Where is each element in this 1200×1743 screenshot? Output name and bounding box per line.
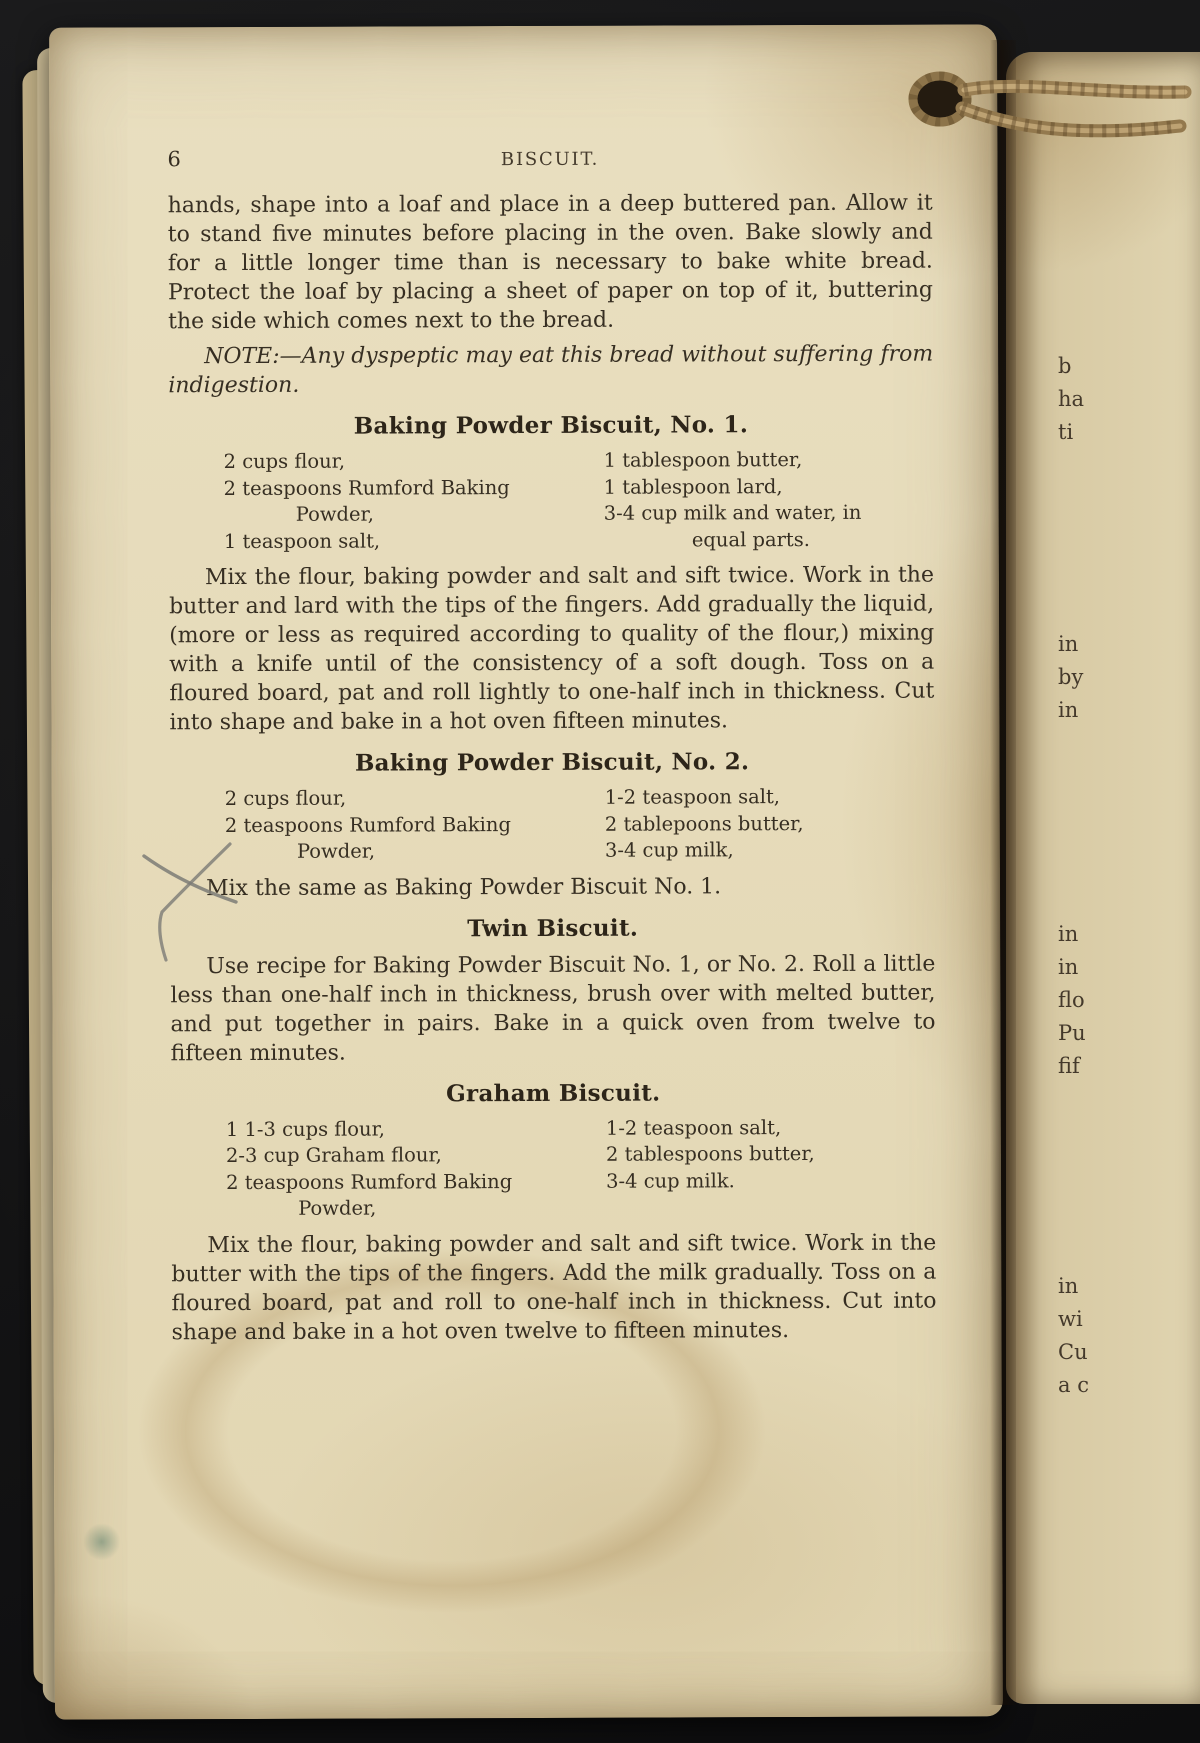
ingredient-column-left [169,448,604,556]
recipe-title: Baking Powder Biscuit, No. 2. [354,748,750,777]
page-content [167,143,936,1353]
next-page-text-fragment [1058,1270,1089,1402]
fragment-line: in [1058,955,1079,979]
recipe-instructions: Mix the flour, baking powder and salt and sift twice. Work in the butter and lard with the tips of the fingers. Add gradually the liquid, (more or less as required according to quality of the flour,) mixing with a knife until of the consistency of a soft dough. Toss on a floured board, pat and roll lightly to one-half inch in thickness. Cut into shape and bake in a hot oven fifteen minutes. [169,562,935,736]
next-page-text-fragment [1058,918,1086,1083]
ingredient-line: 3-4 cup milk, [604,838,734,862]
fragment-line: in [1058,698,1079,722]
ingredient-line: 1 teaspoon salt, [223,529,381,553]
book-page [49,24,1003,1719]
fragment-line: Cu [1058,1340,1088,1364]
fragment-line: in [1058,1274,1079,1298]
recipe-instructions: Mix the flour, baking powder and salt and sift twice. Work in the butter with the tips of the fingers. Add the milk gradually. Toss on a floured board, pat and roll to one-half inch in thickness. Cut into shape and bake in a hot oven twelve to fifteen minutes. [171,1230,937,1345]
running-head: BISCUIT. [500,148,600,171]
fragment-line: a c [1058,1373,1089,1397]
page-number: 6 [167,147,181,172]
fragment-line: flo [1058,988,1085,1012]
recipe-graham-biscuit [171,1078,937,1347]
ingredient-line: 3-4 cup milk. [606,1168,735,1193]
fragment-line: ha [1058,387,1085,411]
fragment-line: b [1058,354,1072,378]
ingredient-line: 2 tablepoons butter, [604,811,804,836]
ingredient-line: Powder, [298,1196,377,1220]
page-gutter-shadow [990,40,1016,1705]
ingredient-list [171,1114,936,1223]
ingredient-column-left [171,1115,606,1223]
ingredient-column-right [606,1114,936,1221]
ingredient-line: 1 tablespoon butter, [603,448,803,472]
ingredient-line: 1 1-3 cups flour, [225,1116,385,1141]
ingredient-line: 1-2 teaspoon salt, [604,785,781,809]
body-paragraph: hands, shape into a loaf and place in a deep buttered pan. Allow it to stand five minutes before placing in the oven. Bake slowly and for a little longer time than is necessary to bake white bread. Protect the loaf by placing a sheet of paper on top of it, buttering the side which comes next to the bread. [167,190,934,335]
next-page-sliver [1006,52,1200,1704]
recipe-title: Twin Biscuit. [467,914,639,942]
ingredient-line: equal parts. [691,527,811,551]
ingredient-line: 2 cups flour, [224,786,347,811]
note-paragraph: NOTE:—Any dyspeptic may eat this bread without suffering from indigestion. [168,341,934,399]
recipe-title: Baking Powder Biscuit, No. 1. [353,411,749,440]
ingredient-line: 3-4 cup milk and water, in [603,500,862,525]
fragment-line: fif [1058,1054,1080,1078]
fragment-line: in [1058,922,1079,946]
next-page-text-fragment [1058,350,1084,449]
ingredient-line: Powder, [296,839,376,863]
ingredient-list [169,447,934,556]
ingredient-line: 2 teaspoons Rumford Baking [223,475,510,500]
recipe-twin-biscuit [170,913,936,1068]
ingredient-line: 1 tablespoon lard, [603,474,783,499]
ingredient-line: 2 tablespoons butter, [605,1141,815,1166]
ingredient-column-left [170,785,605,866]
recipe-title: Graham Biscuit. [446,1079,661,1107]
recipe-instructions: Mix the same as Baking Powder Biscuit No. 1. [206,873,722,901]
ingredient-column-right [605,784,935,865]
fragment-line: wi [1058,1307,1083,1331]
fragment-line: Pu [1058,1021,1086,1045]
ingredient-list [170,784,935,866]
ingredient-line: Powder, [295,502,374,526]
next-page-text-fragment [1058,628,1083,727]
fragment-line: by [1058,665,1084,689]
recipe-baking-powder-biscuit-2 [170,748,936,903]
ingredient-column-right [604,447,934,554]
ingredient-line: 2-3 cup Graham flour, [225,1143,442,1168]
page-header [167,143,932,180]
ingredient-line: 1-2 teaspoon salt, [605,1115,782,1140]
recipe-instructions: Use recipe for Baking Powder Biscuit No. 1, or No. 2. Roll a little less than one-half inch in thickness, brush over with melted butter, and put together in pairs. Bake in a quick oven from twelve to fifteen minutes. [170,951,936,1066]
fragment-line: ti [1058,420,1074,444]
ingredient-line: 2 cups flour, [223,449,346,474]
fragment-line: in [1058,632,1079,656]
ingredient-line: 2 teaspoons Rumford Baking [226,1169,513,1194]
ingredient-line: 2 teaspoons Rumford Baking [224,812,511,837]
recipe-baking-powder-biscuit-1 [168,411,934,738]
